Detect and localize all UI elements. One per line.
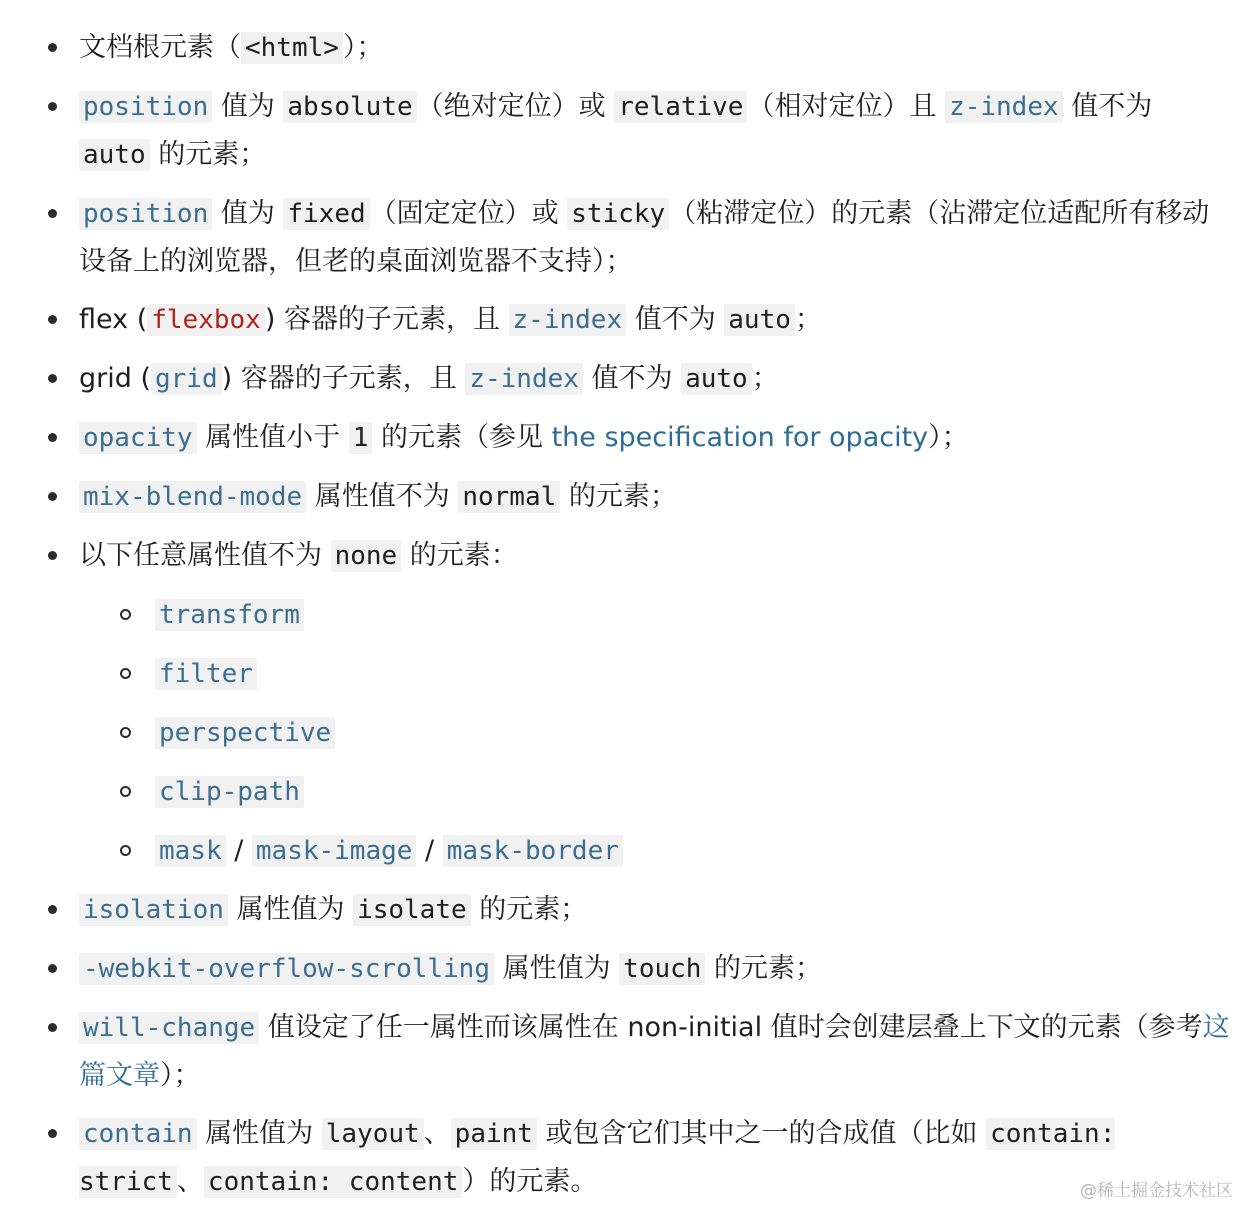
item-text: 的元素； — [470, 894, 588, 925]
item-text: 属性值小于 — [196, 422, 349, 453]
item-text: （绝对定位）或 — [416, 91, 615, 122]
list-item-grid — [40, 355, 1230, 403]
item-text: grid ( — [79, 363, 151, 394]
code-none: none — [331, 540, 402, 572]
separator: / — [225, 835, 252, 866]
item-text: 的元素； — [149, 139, 267, 170]
item-text: 属性值为 — [227, 894, 354, 925]
code-mix-blend-mode[interactable]: mix-blend-mode — [79, 481, 306, 513]
item-text: 属性值为 — [494, 953, 620, 984]
code-mask-border[interactable]: mask-border — [443, 835, 623, 867]
code-position[interactable]: position — [79, 198, 212, 230]
code-relative: relative — [614, 91, 747, 123]
code-auto: auto — [79, 139, 150, 171]
separator: / — [416, 835, 443, 866]
sub-item-filter — [113, 650, 1230, 698]
item-text: 、 — [423, 1118, 451, 1149]
code-grid[interactable]: grid — [151, 363, 222, 395]
code-webkit-overflow-scrolling[interactable]: -webkit-overflow-scrolling — [79, 953, 494, 985]
item-text: 值为 — [212, 198, 284, 229]
sub-item-perspective — [113, 709, 1230, 757]
item-text: 值为 — [212, 91, 284, 122]
list-item-will-change — [40, 1004, 1230, 1099]
opacity-spec-link[interactable]: the specification for opacity — [551, 422, 929, 453]
item-text: ）的元素。 — [462, 1166, 598, 1197]
code-html: <html> — [241, 32, 343, 64]
code-touch: touch — [619, 953, 705, 985]
sub-item-mask — [113, 827, 1230, 875]
list-item-webkit-overflow — [40, 945, 1230, 993]
item-text: 、 — [176, 1166, 204, 1197]
item-text: 或包含它们其中之一的合成值（比如 — [536, 1118, 987, 1149]
code-z-index[interactable]: z-index — [945, 91, 1063, 123]
item-text: 值设定了任一属性而该属性在 non-initial 值时会创建层叠上下文的元素（参考 — [259, 1012, 1203, 1043]
code-isolate: isolate — [353, 894, 471, 926]
code-auto: auto — [724, 304, 795, 336]
item-text: ）； — [342, 32, 384, 63]
code-isolation[interactable]: isolation — [79, 894, 228, 926]
code-transform[interactable]: transform — [155, 599, 304, 631]
stacking-context-list — [40, 24, 1230, 1217]
list-item-contain — [40, 1110, 1230, 1206]
code-contain-content: contain: content — [204, 1166, 462, 1198]
code-opacity[interactable]: opacity — [79, 422, 197, 454]
item-text: （相对定位）且 — [747, 91, 946, 122]
code-sticky: sticky — [567, 198, 669, 230]
code-z-index[interactable]: z-index — [509, 304, 627, 336]
code-absolute: absolute — [283, 91, 416, 123]
item-text: flex ( — [79, 304, 148, 335]
code-auto: auto — [681, 363, 752, 395]
article-link[interactable]: 这篇文章 — [79, 1012, 1230, 1091]
item-text: 值不为 — [582, 363, 682, 394]
code-clip-path[interactable]: clip-path — [155, 776, 304, 808]
item-text: 的元素； — [560, 481, 677, 512]
item-text: ）； — [928, 422, 969, 453]
code-one: 1 — [349, 422, 373, 454]
list-item-opacity — [40, 414, 1230, 462]
item-text: ； — [794, 304, 822, 335]
item-text: 的元素； — [705, 953, 823, 984]
code-contain-strict: contain: strict — [79, 1119, 1116, 1197]
item-text: ) 容器的子元素，且 — [221, 363, 466, 394]
list-item-isolation — [40, 886, 1230, 934]
code-will-change[interactable]: will-change — [79, 1012, 259, 1044]
item-text: ) 容器的子元素，且 — [264, 304, 509, 335]
code-fixed: fixed — [283, 198, 369, 230]
code-flexbox[interactable]: flexbox — [147, 304, 265, 336]
list-item-mix-blend-mode — [40, 473, 1230, 521]
item-text: ； — [751, 363, 779, 394]
code-contain[interactable]: contain — [79, 1118, 197, 1150]
item-text: 属性值为 — [196, 1118, 322, 1149]
list-item-position-absolute — [40, 83, 1230, 179]
item-text: 值不为 — [1062, 91, 1153, 122]
item-text: 以下任意属性值不为 — [79, 540, 331, 571]
code-mask-image[interactable]: mask-image — [252, 835, 417, 867]
code-position[interactable]: position — [79, 91, 212, 123]
list-item-none-props — [40, 532, 1230, 875]
code-mask[interactable]: mask — [155, 835, 226, 867]
sub-list — [79, 591, 1230, 875]
item-text: （固定定位）或 — [369, 198, 568, 229]
code-layout: layout — [322, 1118, 424, 1150]
item-text: 文档根元素（ — [79, 32, 241, 63]
item-text: 属性值不为 — [306, 481, 459, 512]
code-paint: paint — [451, 1118, 537, 1150]
item-text: 的元素： — [401, 540, 518, 571]
item-text: 值不为 — [626, 304, 725, 335]
list-item-flex — [40, 296, 1230, 344]
code-z-index[interactable]: z-index — [465, 363, 583, 395]
list-item-root — [40, 24, 1230, 72]
item-text: （粘滞定位）的元素（沾滞定位适配所有移动设备上的浏览器，但老的桌面浏览器不支持）； — [79, 198, 1210, 277]
watermark: @稀土掘金技术社区 — [1080, 1181, 1233, 1201]
item-text: ）； — [160, 1060, 201, 1091]
sub-item-clip-path — [113, 768, 1230, 816]
code-filter[interactable]: filter — [155, 658, 257, 690]
list-item-position-fixed — [40, 190, 1230, 285]
code-perspective[interactable]: perspective — [155, 717, 335, 749]
sub-item-transform — [113, 591, 1230, 639]
item-text: 的元素（参见 — [372, 422, 552, 453]
code-normal: normal — [458, 481, 560, 513]
